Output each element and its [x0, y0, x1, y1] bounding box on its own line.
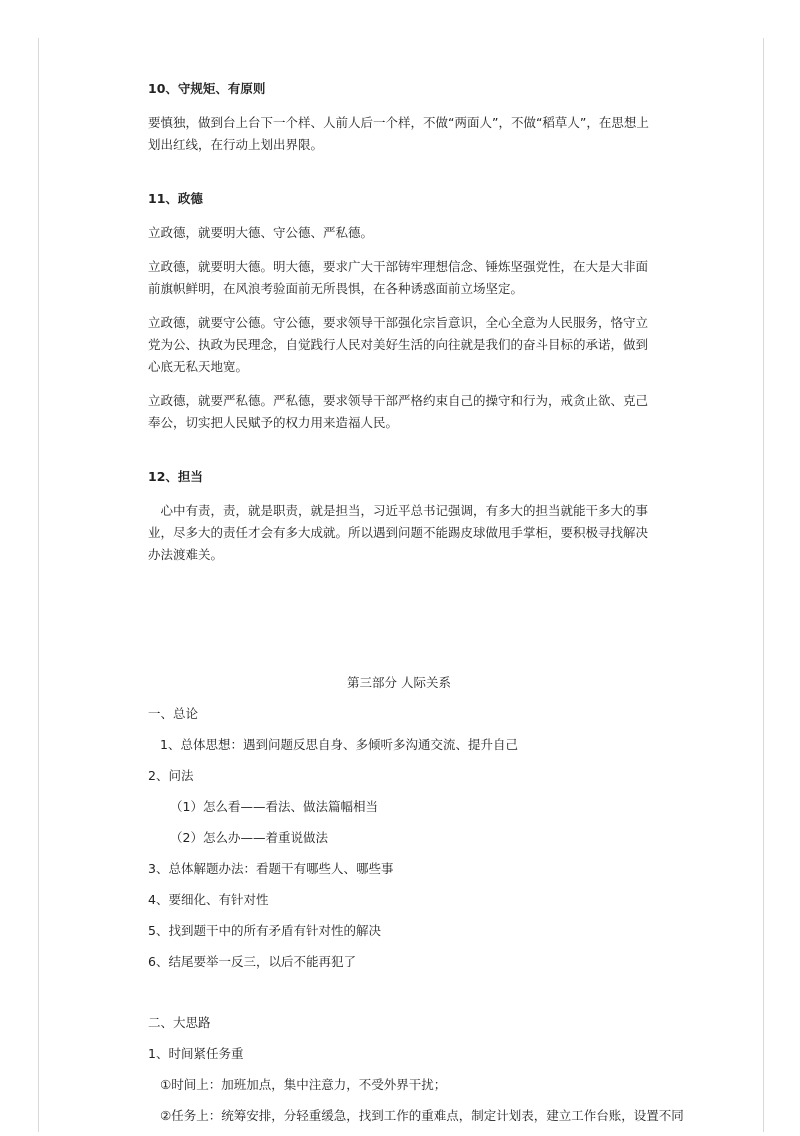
overview-item-4: 4、要细化、有针对性: [148, 892, 269, 907]
overview-item-2a: （1）怎么看——看法、做法篇幅相当: [170, 799, 378, 814]
part-3-title: 第三部分 人际关系: [347, 675, 451, 690]
overview-item-2: 2、问法: [148, 768, 194, 783]
overview-item-3: 3、总体解题办法：看题干有哪些人、哪些事: [148, 861, 394, 876]
approach-item-1a: ①时间上：加班加点，集中注意力，不受外界干扰；: [160, 1077, 447, 1092]
overview-item-6: 6、结尾要举一反三，以后不能再犯了: [148, 954, 356, 969]
page-border-left: [38, 38, 39, 1132]
section-12-title: 12、担当: [148, 469, 203, 484]
section-10-title: 10、守规矩、有原则: [148, 81, 266, 96]
approach-item-1b: ②任务上：统筹安排，分轻重缓急，找到工作的重难点，制定计划表，建立工作台账，设置不同: [160, 1108, 684, 1123]
section-11-para-1: 立政德，就要明大德、守公德、严私德。: [148, 225, 374, 240]
section-11-para-3: 立政德，就要守公德。守公德，要求领导干部强化宗旨意识，全心全意为人民服务，恪守立党为公、执政为民理念，自觉践行人民对美好生活的向往就是我们的奋斗目标的承诺，做到心底无私天地宽。: [148, 315, 649, 374]
overview-item-5: 5、找到题干中的所有矛盾有针对性的解决: [148, 923, 381, 938]
overview-heading: 一、总论: [148, 706, 199, 721]
section-12-body: 心中有责，责，就是职责，就是担当，习近平总书记强调，有多大的担当就能干多大的事业，尽多大的责任才会有多大成就。所以遇到问题不能踢皮球做甩手掌柜，要积极寻找解决办法渡难关。: [148, 503, 649, 562]
page-border-right: [763, 38, 764, 1132]
section-11-title: 11、政德: [148, 191, 203, 206]
section-11-para-2: 立政德，就要明大德。明大德，要求广大干部铸牢理想信念、锤炼坚强党性，在大是大非面前旗帜鲜明，在风浪考验面前无所畏惧，在各种诱惑面前立场坚定。: [148, 259, 649, 296]
overview-item-1: 1、总体思想：遇到问题反思自身、多倾听多沟通交流、提升自己: [160, 737, 518, 752]
section-11-para-4: 立政德，就要严私德。严私德，要求领导干部严格约束自己的操守和行为，戒贪止欲、克己奉公，切实把人民赋予的权力用来造福人民。: [148, 393, 649, 430]
overview-item-2b: （2）怎么办——着重说做法: [170, 830, 328, 845]
approach-item-1: 1、时间紧任务重: [148, 1046, 244, 1061]
document-content: [148, 78, 684, 1136]
approach-heading: 二、大思路: [148, 1015, 211, 1030]
section-10-body: 要慎独，做到台上台下一个样、人前人后一个样，不做“两面人”，不做“稻草人”，在思想上划出红线，在行动上划出界限。: [148, 115, 649, 152]
